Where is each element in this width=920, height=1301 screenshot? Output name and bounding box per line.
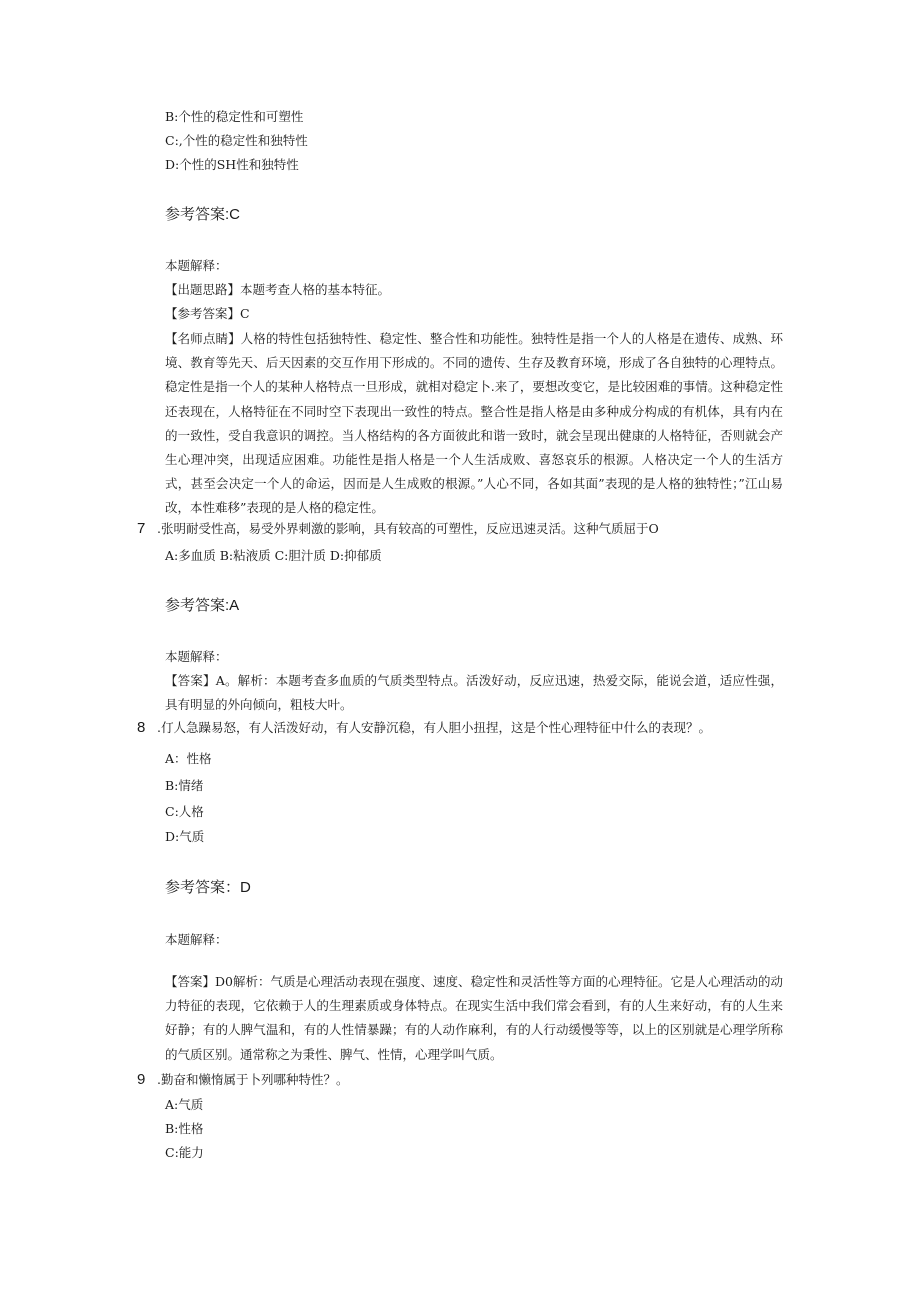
question-text: .勤奋和懒惰属于卜列哪种特性？。 [157, 1072, 349, 1087]
teacher-comment-paragraph: 【名师点睛】人格的特性包括独特性、稳定性、整合性和功能性。独特性是指一个人的人格是在遗传、成熟、环境、教育等先天、后天因素的交互作用下形成的。不同的遗传、生存及教育环境，形成了各自独特的心理特点。稳定性是指一个人的某种人格特点一旦形成，就相对稳定卜.来了，要想改变它，是比较困难的事情。这种稳定性还表现在，人格特征在不同时空下表现出一致性的特点。整合性是指人格是由多种成分构成的有机体，具有内在的一致性，受自我意识的调控。当人格结构的各方面彼此和谐一致时，就会呈现出健康的人格特征，否则就会产生心理冲突，出现适应困难。功能性是指人格是一个人生活成败、喜怒哀乐的根源。人格决定一个人的生活方式，甚至会决定一个人的命运，因而是人生成败的根源。”人心不同，各如其面”表现的是人格的独特性；”江山易改，本性难移”表现的是人格的稳定性。 [165, 331, 783, 516]
question-number: 8 [137, 719, 146, 736]
option-d: D:气质 [165, 829, 205, 844]
question-8 [137, 719, 711, 737]
option-b: B:个性的稳定性和可塑性 [165, 109, 304, 124]
explanation-title: 本题解释： [165, 649, 228, 664]
option-d: D:个性的SH性和独特性 [165, 157, 299, 172]
ref-answer-note: 【参考答案】C [165, 306, 250, 321]
option-b: B:性格 [165, 1121, 204, 1136]
option-b: B:情绪 [165, 778, 204, 793]
question-number: 9 [137, 1071, 146, 1088]
option-c: C:,个性的稳定性和独特性 [165, 133, 308, 148]
answer-explanation: 【答案】D0解析：气质是心理活动表现在强度、速度、稳定性和灵活性等方面的心理特征。它是人心理活动的动力特征的表现，它依赖于人的生理素质或身体特点。在现实生活中我们常会看到，有的人生来好动，有的人生来好静；有的人脾气温和，有的人性情暴躁；有的人动作麻利，有的人行动缓慢等等，以上的区别就是心理学所称的气质区别。通常称之为秉性、脾气、性情，心理学叫气质。 [165, 974, 783, 1062]
question-9 [137, 1071, 348, 1089]
explanation-title: 本题解释： [165, 932, 228, 947]
question-text: .张明耐受性高，易受外界刺激的影响，具有较高的可塑性，反应迅速灵活。这种气质屈于O [157, 521, 659, 536]
question-7-options: A:多血质 B:粘液质 C:胆汁质 D:抑郁质 [165, 548, 382, 563]
question-idea: 【出题思路】本题考查人格的基本特征。 [165, 282, 391, 297]
reference-answer: 参考答案：D [165, 879, 251, 896]
option-c: C:能力 [165, 1145, 204, 1160]
reference-answer: 参考答案:A [165, 597, 240, 614]
reference-answer: 参考答案:C [165, 206, 241, 223]
question-number: 7 [137, 520, 146, 537]
answer-explanation: 【答案】A。解析：本题考查多血质的气质类型特点。活泼好动，反应迅速，热爱交际，能说会道，适应性强，具有明显的外向倾向，粗枝大叶。 [165, 673, 783, 713]
question-7 [137, 520, 659, 538]
question-text: .仃人急躁易怒，有人活泼好动，有人安静沉稳，有人胆小扭捏，这是个性心理特征中什么的表现？。 [157, 720, 711, 735]
explanation-title: 本题解释： [165, 258, 228, 273]
option-c: C:人格 [165, 804, 204, 819]
option-a: A：性格 [165, 751, 212, 766]
option-a: A:气质 [165, 1097, 204, 1112]
